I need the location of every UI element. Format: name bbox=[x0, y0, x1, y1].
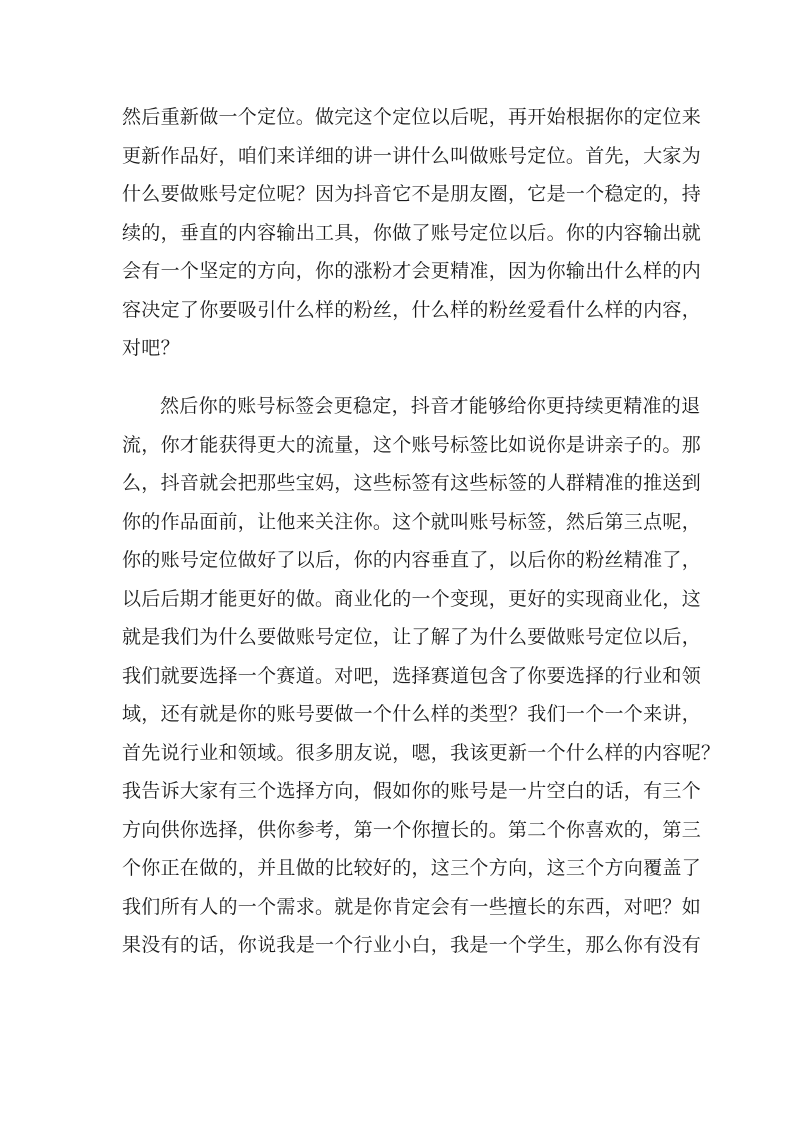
paragraph-1 bbox=[122, 98, 702, 368]
paragraph-line: 然后你的账号标签会更稳定，抖音才能够给你更持续更精准的退 bbox=[160, 395, 701, 417]
paragraph-line: 你的账号定位做好了以后，你的内容垂直了，以后你的粉丝精准了， bbox=[122, 549, 702, 571]
paragraph-line: 果没有的话，你说我是一个行业小白，我是一个学生，那么你有没有 bbox=[122, 934, 702, 956]
paragraph-line: 你的作品面前，让他来关注你。这个就叫账号标签，然后第三点呢， bbox=[122, 510, 702, 533]
paragraph-line: 我们所有人的一个需求。就是你肯定会有一些擅长的东西，对吧？如 bbox=[122, 895, 702, 918]
paragraph-line: 容决定了你要吸引什么样的粉丝，什么样的粉丝爱看什么样的内容， bbox=[122, 298, 702, 321]
paragraph-line: 方向供你选择，供你参考，第一个你擅长的。第二个你喜欢的，第三 bbox=[122, 818, 702, 841]
paragraph-line: 然后重新做一个定位。做完这个定位以后呢，再开始根据你的定位来 bbox=[122, 106, 702, 128]
paragraph-line: 我告诉大家有三个选择方向，假如你的账号是一片空白的话，有三个 bbox=[122, 780, 702, 802]
paragraph-line: 对吧？ bbox=[122, 337, 180, 359]
paragraph-line: 更新作品好，咱们来详细的讲一讲什么叫做账号定位。首先，大家为 bbox=[122, 144, 702, 167]
paragraph-line: 流，你才能获得更大的流量，这个账号标签比如说你是讲亲子的。那 bbox=[122, 433, 702, 456]
paragraph-line: 我们就要选择一个赛道。对吧，选择赛道包含了你要选择的行业和领 bbox=[122, 664, 702, 687]
paragraph-line: 会有一个坚定的方向，你的涨粉才会更精准，因为你输出什么样的内 bbox=[122, 260, 702, 282]
paragraph-line: 什么要做账号定位呢？因为抖音它不是朋友圈，它是一个稳定的，持 bbox=[122, 183, 702, 205]
paragraph-line: 首先说行业和领域。很多朋友说，嗯，我该更新一个什么样的内容呢？ bbox=[122, 741, 721, 764]
paragraph-line: 个你正在做的，并且做的比较好的，这三个方向，这三个方向覆盖了 bbox=[122, 857, 702, 879]
paragraph-line: 续的，垂直的内容输出工具，你做了账号定位以后。你的内容输出就 bbox=[122, 221, 702, 244]
paragraph-line: 就是我们为什么要做账号定位，让了解了为什么要做账号定位以后， bbox=[122, 626, 702, 648]
paragraph-line: 么，抖音就会把那些宝妈，这些标签有这些标签的人群精准的推送到 bbox=[122, 472, 702, 494]
paragraph-2 bbox=[122, 387, 721, 965]
paragraph-line: 以后后期才能更好的做。商业化的一个变现，更好的实现商业化，这 bbox=[122, 587, 702, 610]
paragraph-line: 域，还有就是你的账号要做一个什么样的类型？我们一个一个来讲， bbox=[122, 703, 702, 725]
